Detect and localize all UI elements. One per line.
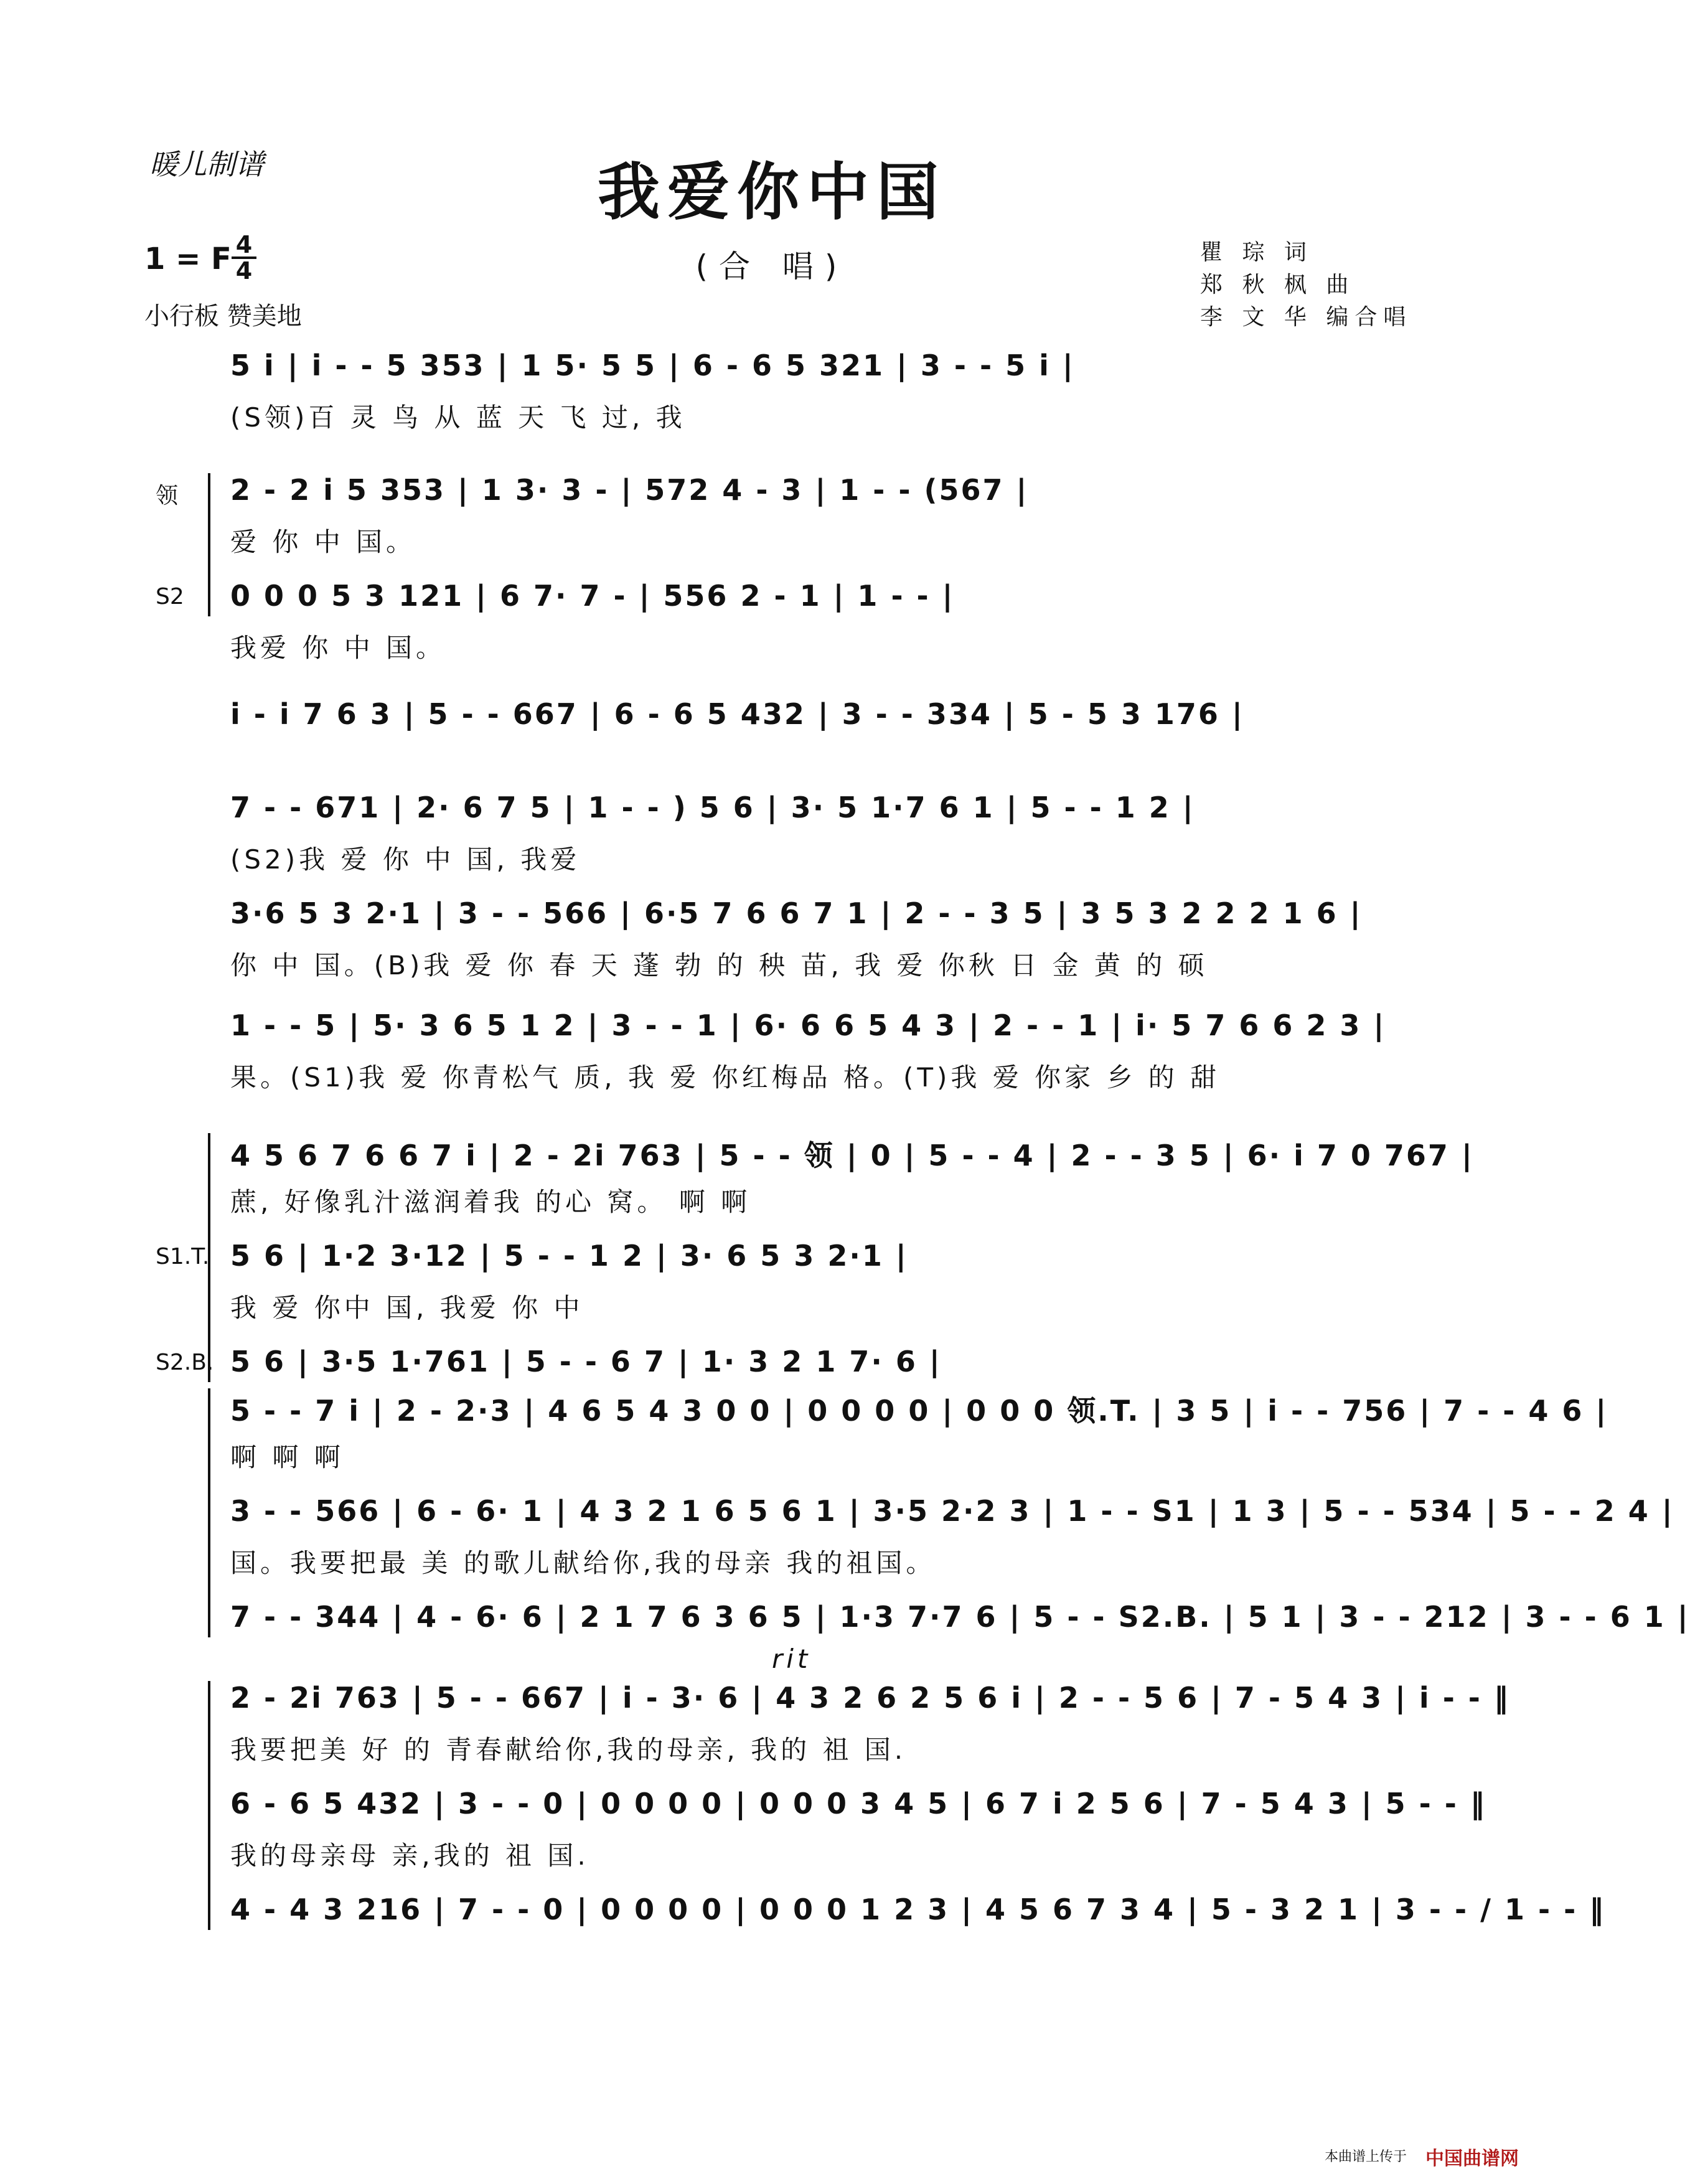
song-subtitle: (合 唱) [695,248,848,285]
lyric-line: 爱 你 中 国。 [230,527,416,557]
notation-line: 5 6 | 3·5 1·761 | 5 - - 6 7 | 1· 3 2 1 7· 6 | [230,1345,942,1378]
lyric-line: 啊 啊 啊 [230,1442,344,1472]
tempo-marking: 小行板 赞美地 [144,302,302,331]
notation-line: 2 - 2 i 5 353 | 1 3· 3 - | 572 4 - 3 | 1 - - (567 | [230,473,1029,507]
lyric-line: 我的母亲母 亲,我的 祖 国. [230,1840,589,1871]
credits-block [1200,237,1412,334]
notation-line: 7 - - 671 | 2· 6 7 5 | 1 - - ) 5 6 | 3· 5 1·7 6 1 | 5 - - 1 2 | [230,791,1195,824]
notation-line: 5 6 | 1·2 3·12 | 5 - - 1 2 | 3· 6 5 3 2·1 | [230,1239,908,1273]
lyric-line: 果。(S1)我 爱 你青松气 质, 我 爱 你红梅品 格。(T)我 爱 你家 乡 的 甜 [230,1062,1221,1093]
lyricist-credit: 瞿 琮 词 [1200,240,1313,265]
notation-line: 4 5 6 7 6 6 7 i | 2 - 2i 763 | 5 - - 领 | 0 | 5 - - 4 | 2 - - 3 5 | 6· i 7 0 767 | [230,1139,1474,1172]
lyric-line: 我要把美 好 的 青春献给你,我的母亲, 我的 祖 国. [230,1734,907,1765]
part-label: S2.B. [156,1350,214,1375]
notation-line: 2 - 2i 763 | 5 - - 667 | i - 3· 6 | 4 3 2 6 2 5 6 i | 2 - - 5 6 | 7 - 5 4 3 | i - - ‖ [230,1681,1510,1715]
notation-line: 5 i | i - - 5 353 | 1 5· 5 5 | 6 - 6 5 321 | 3 - - 5 i | [230,349,1075,382]
notation-line: 6 - 6 5 432 | 3 - - 0 | 0 0 0 0 | 0 0 0 3 4 5 | 6 7 i 2 5 6 | 7 - 5 4 3 | 5 - - ‖ [230,1787,1486,1820]
notation-line: 5 - - 7 i | 2 - 2·3 | 4 6 5 4 3 0 0 | 0 0 0 0 | 0 0 0 领.T. | 3 5 | i - - 756 | 7 - - 4 6 | [230,1394,1608,1428]
system-bracket [208,1388,210,1637]
lyric-line: 国。我要把最 美 的歌儿献给你,我的母亲 我的祖国。 [230,1548,936,1578]
notation-line: 4 - 4 3 216 | 7 - - 0 | 0 0 0 0 | 0 0 0 1 2 3 | 4 5 6 7 3 4 | 5 - 3 2 1 | 3 - - / 1 - - ‖ [230,1893,1606,1926]
notation-line: 3 - - 566 | 6 - 6· 1 | 4 3 2 1 6 5 6 1 | 3·5 2·2 3 | 1 - - S1 | 1 3 | 5 - - 534 | 5 - - 2 4 | [230,1494,1674,1528]
lyric-line: 我 爱 你中 国, 我爱 你 中 [230,1292,584,1323]
notation-line: 3·6 5 3 2·1 | 3 - - 566 | 6·5 7 6 6 7 1 | 2 - - 3 5 | 3 5 3 2 2 2 1 6 | [230,897,1363,930]
system-bracket [208,1681,210,1930]
part-label: S1.T. [156,1244,210,1269]
notation-line: 7 - - 344 | 4 - 6· 6 | 2 1 7 6 3 6 5 | 1·3 7·7 6 | 5 - - S2.B. | 5 1 | 3 - - 212 | 3 - - 6 1 | [230,1600,1690,1634]
notation-line: i - i 7 6 3 | 5 - - 667 | 6 - 6 5 432 | 3 - - 334 | 5 - 5 3 176 | [230,697,1244,731]
lyric-line: (S2)我 爱 你 中 国, 我爱 [230,844,581,875]
system-bracket [208,473,210,616]
lyric-line: 你 中 国。(B)我 爱 你 春 天 蓬 勃 的 秧 苗, 我 爱 你秋 日 金 黄 的 硕 [230,950,1208,981]
song-title: 我爱你中国 [598,155,946,228]
time-signature-top: 4 [232,233,256,259]
rit-marking: rit [772,1644,812,1674]
arranger-credit: 李 文 华 编合唱 [1200,304,1412,330]
part-label: S2 [156,584,184,610]
lyric-line: 我爱 你 中 国。 [230,633,446,663]
lyric-line: (S领)百 灵 鸟 从 蓝 天 飞 过, 我 [230,402,686,433]
notation-line: 0 0 0 5 3 121 | 6 7· 7 - | 556 2 - 1 | 1 - - | [230,579,955,613]
part-label: 领 [156,483,179,509]
notation-line: 1 - - 5 | 5· 3 6 5 1 2 | 3 - - 1 | 6· 6 6 5 4 3 | 2 - - 1 | i· 5 7 6 6 2 3 | [230,1009,1386,1042]
composer-credit: 郑 秋 枫 曲 [1200,272,1355,298]
time-signature [232,233,256,283]
key-signature: 1 = F [144,242,232,276]
time-signature-bottom: 4 [235,257,253,285]
lyric-line: 蔗, 好像乳汁滋润着我 的心 窝。 啊 啊 [230,1187,751,1217]
upload-note: 本曲谱上传于 [1324,2149,1407,2165]
arranger-signature: 暖儿制谱 [149,148,264,181]
site-logo: 中国曲谱网 [1425,2148,1519,2170]
